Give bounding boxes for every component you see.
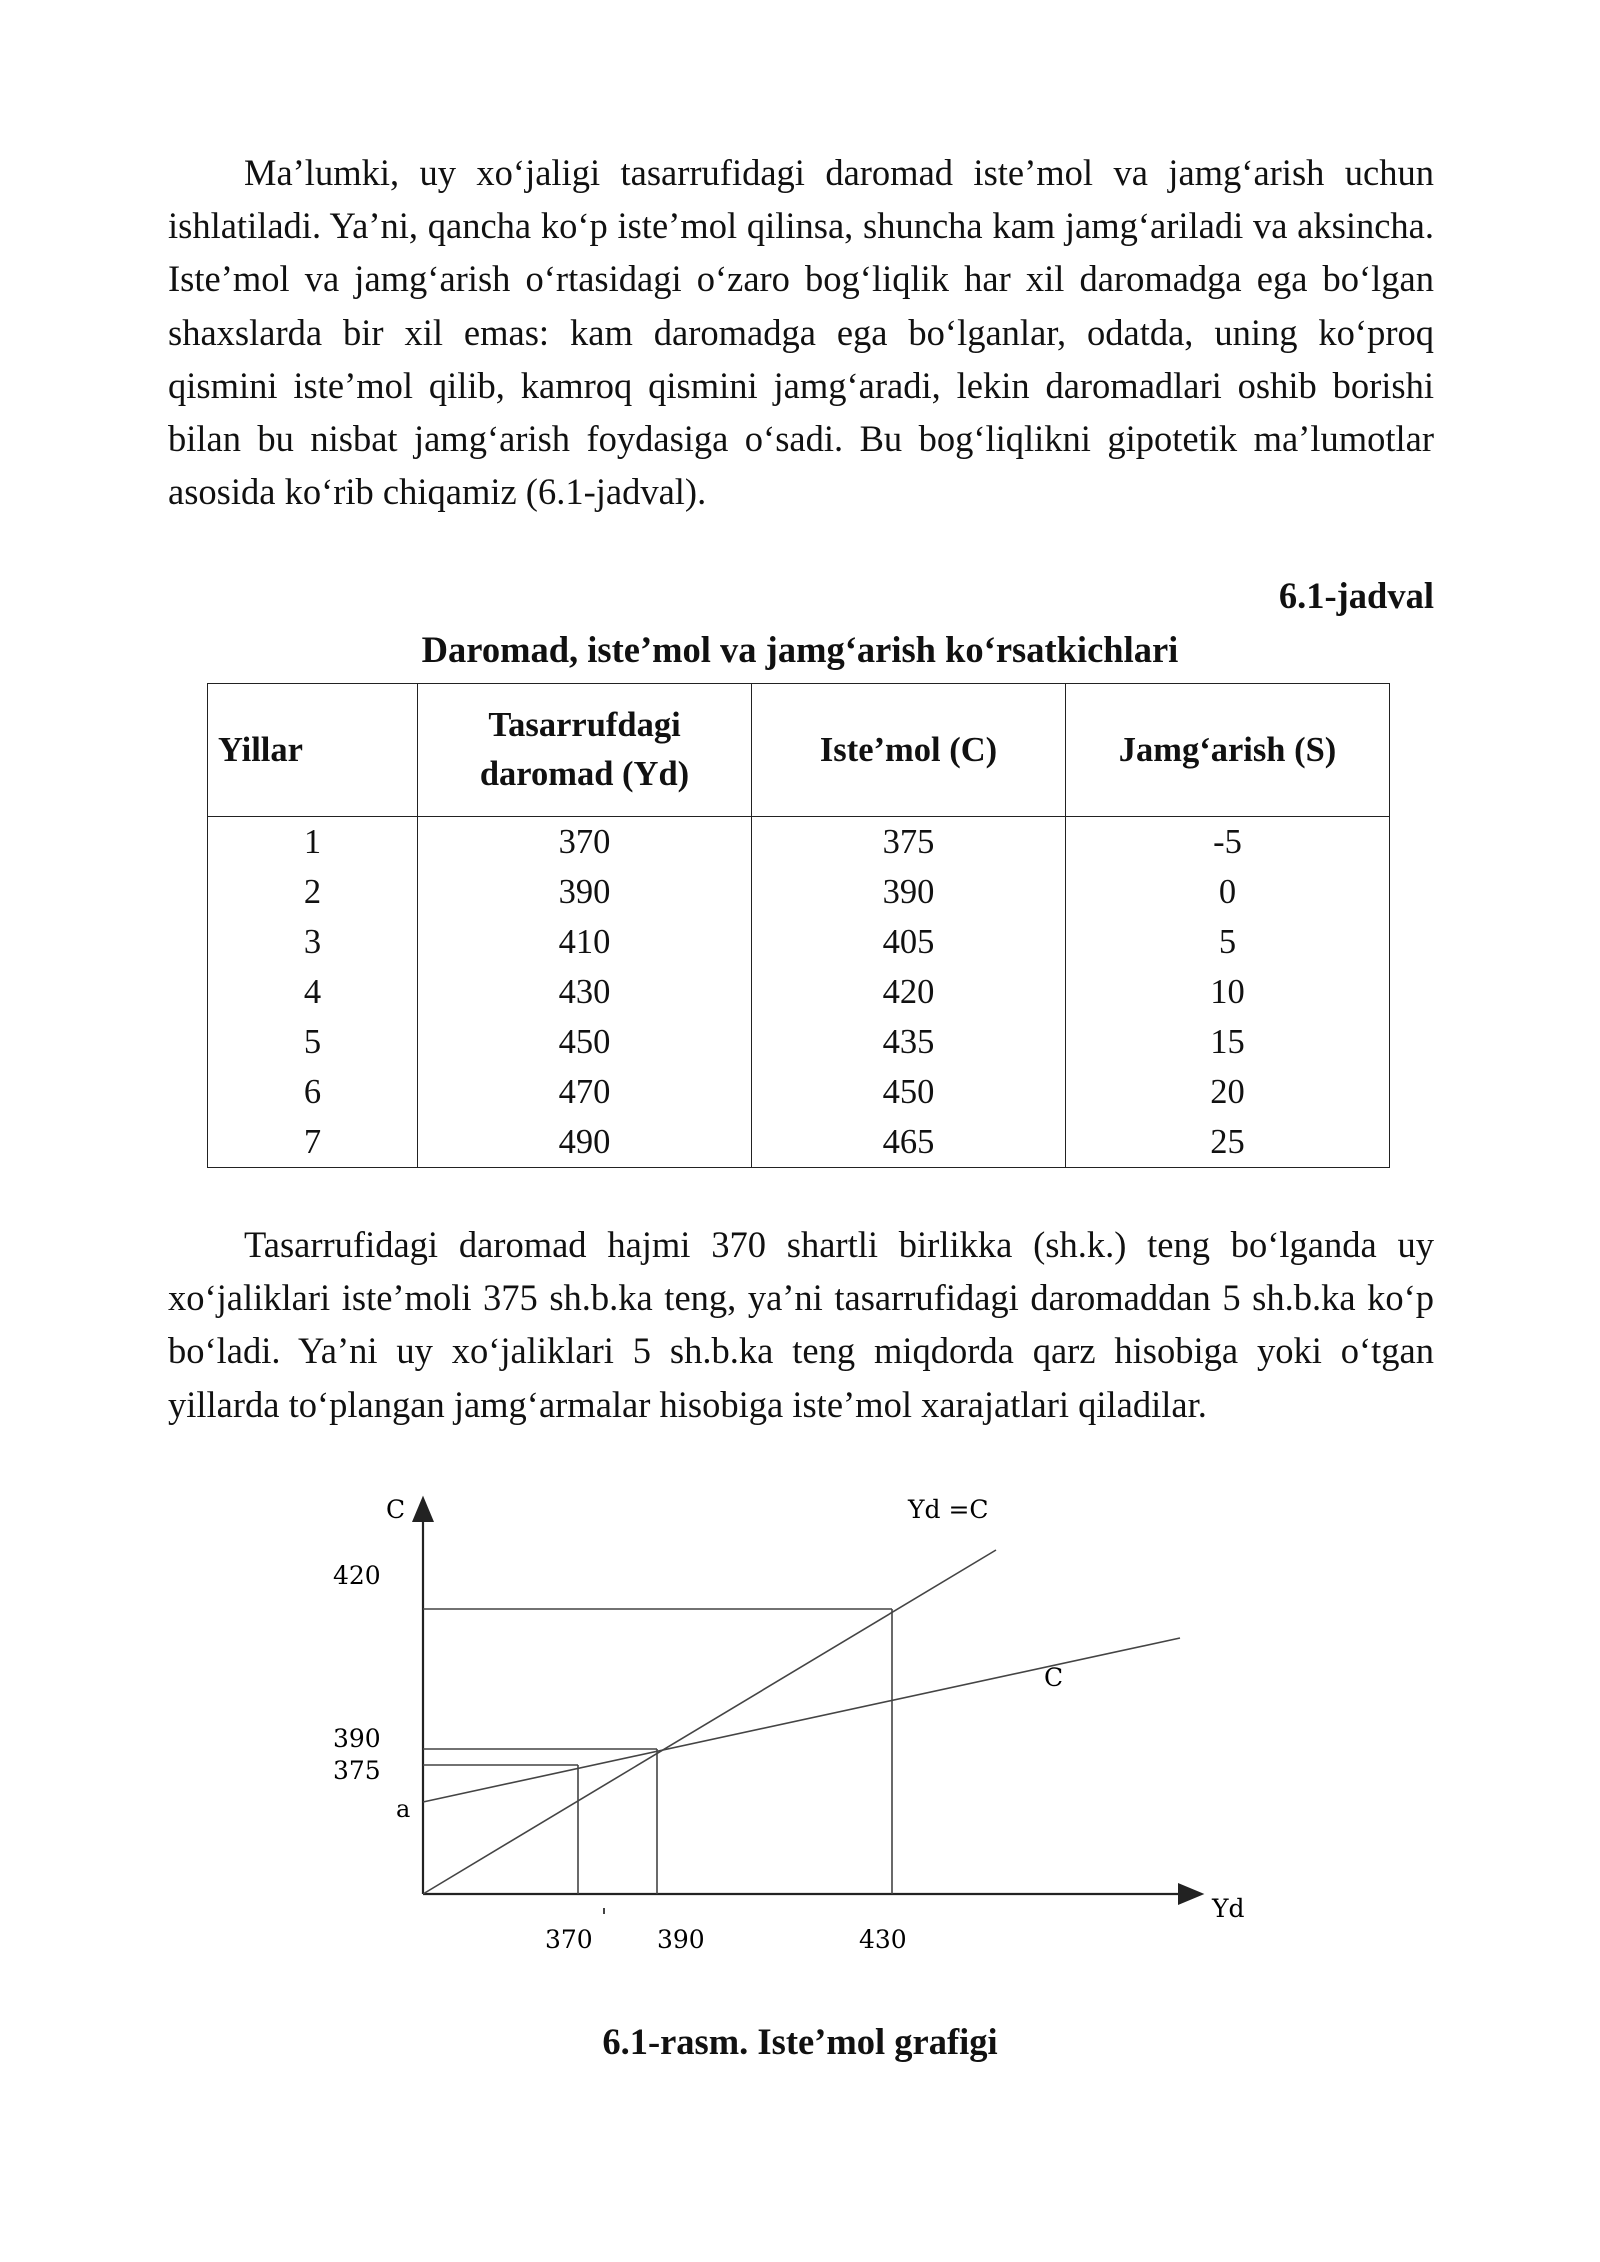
cell-year: 7 (208, 1117, 418, 1168)
cell-saving: -5 (1066, 817, 1390, 868)
cell-income: 430 (418, 967, 752, 1017)
table-row (208, 867, 1390, 917)
x-tick-390: 390 (657, 1925, 705, 1954)
cell-income: 370 (418, 817, 752, 868)
header-income (418, 684, 752, 817)
table-row (208, 1017, 1390, 1067)
cell-income: 490 (418, 1117, 752, 1168)
cell-consumption: 420 (752, 967, 1066, 1017)
table-title: Daromad, iste’mol va jamg‘arish ko‘rsatkichlari (421, 629, 1179, 670)
consumption-figure (0, 1490, 1600, 1975)
table-header-row (208, 684, 1390, 817)
line-45-label: Yd =C (908, 1495, 989, 1524)
cell-income: 450 (418, 1017, 752, 1067)
cell-consumption: 465 (752, 1117, 1066, 1168)
table-number: 6.1-jadval (1278, 575, 1434, 616)
header-income-line2: daromad (Yd) (479, 755, 690, 793)
consumption-line-label: C (1044, 1663, 1064, 1692)
header-saving: Jamg‘arish (S) (1066, 684, 1390, 817)
cell-saving: 15 (1066, 1017, 1390, 1067)
y-tick-390: 390 (333, 1724, 381, 1753)
line-45-degree (423, 1550, 996, 1894)
consumption-line (423, 1638, 1180, 1802)
y-tick-375: 375 (333, 1756, 381, 1785)
cell-consumption: 435 (752, 1017, 1066, 1067)
cell-income: 390 (418, 867, 752, 917)
cell-saving: 0 (1066, 867, 1390, 917)
table-row (208, 917, 1390, 967)
cell-year: 2 (208, 867, 418, 917)
cell-income: 470 (418, 1067, 752, 1117)
explanation-paragraph: Tasarrufidagi daromad hajmi 370 shartli birlikka (sh.k.) teng bo‘lganda uy xo‘jaliklari iste’moli 375 sh.b.ka teng, ya’ni tasarrufidagi daromaddan 5 sh.b.ka ko‘p bo‘ladi. Ya’ni uy xo‘jaliklari 5 sh.b.ka teng miqdorda qarz hisobiga yoki o‘tgan yillarda to‘plangan jamg‘armalar hisobiga iste’mol xarajatlari qiladilar. (168, 1224, 1434, 1425)
consumption-graph (0, 1490, 1600, 1970)
header-consumption: Iste’mol (C) (752, 684, 1066, 817)
cell-consumption: 375 (752, 817, 1066, 868)
cell-year: 6 (208, 1067, 418, 1117)
x-tick-370: 370 (545, 1925, 593, 1954)
x-axis-label: Yd (1212, 1894, 1245, 1923)
x-tick-430: 430 (859, 1925, 907, 1954)
cell-consumption: 405 (752, 917, 1066, 967)
table-row (208, 967, 1390, 1017)
cell-saving: 10 (1066, 967, 1390, 1017)
header-year: Yillar (208, 684, 418, 817)
cell-year: 4 (208, 967, 418, 1017)
table-row (208, 1067, 1390, 1117)
cell-year: 3 (208, 917, 418, 967)
cell-income: 410 (418, 917, 752, 967)
cell-year: 5 (208, 1017, 418, 1067)
figure-caption: 6.1-rasm. Iste’mol grafigi (602, 2021, 998, 2062)
table-row (208, 1117, 1390, 1168)
table-row (208, 817, 1390, 868)
cell-saving: 20 (1066, 1067, 1390, 1117)
cell-consumption: 390 (752, 867, 1066, 917)
income-consumption-table (207, 683, 1390, 1168)
y-axis-label: C (386, 1495, 406, 1524)
cell-saving: 5 (1066, 917, 1390, 967)
cell-consumption: 450 (752, 1067, 1066, 1117)
intercept-label: a (396, 1795, 411, 1823)
y-tick-420: 420 (333, 1561, 381, 1590)
cell-saving: 25 (1066, 1117, 1390, 1168)
intro-paragraph: Ma’lumki, uy xo‘jaligi tasarrufidagi daromad iste’mol va jamg‘arish uchun ishlatiladi. Ya’ni, qancha ko‘p iste’mol qilinsa, shuncha kam jamg‘ariladi va aksincha. Iste’mol va jamg‘arish o‘rtasidagi o‘zaro bog‘liqlik har xil daromadga ega bo‘lgan shaxslarda bir xil emas: kam daromadga ega bo‘lganlar, odatda, uning ko‘proq qismini iste’mol qilib, kamroq qismini jamg‘aradi, lekin daromadlari oshib borishi bilan bu nisbat jamg‘arish foydasiga o‘sadi. Bu bog‘liqlikni gipotetik ma’lumotlar asosida ko‘rib chiqamiz (6.1-jadval). (168, 152, 1434, 513)
header-income-line1: Tasarrufdagi (488, 706, 681, 744)
cell-year: 1 (208, 817, 418, 868)
